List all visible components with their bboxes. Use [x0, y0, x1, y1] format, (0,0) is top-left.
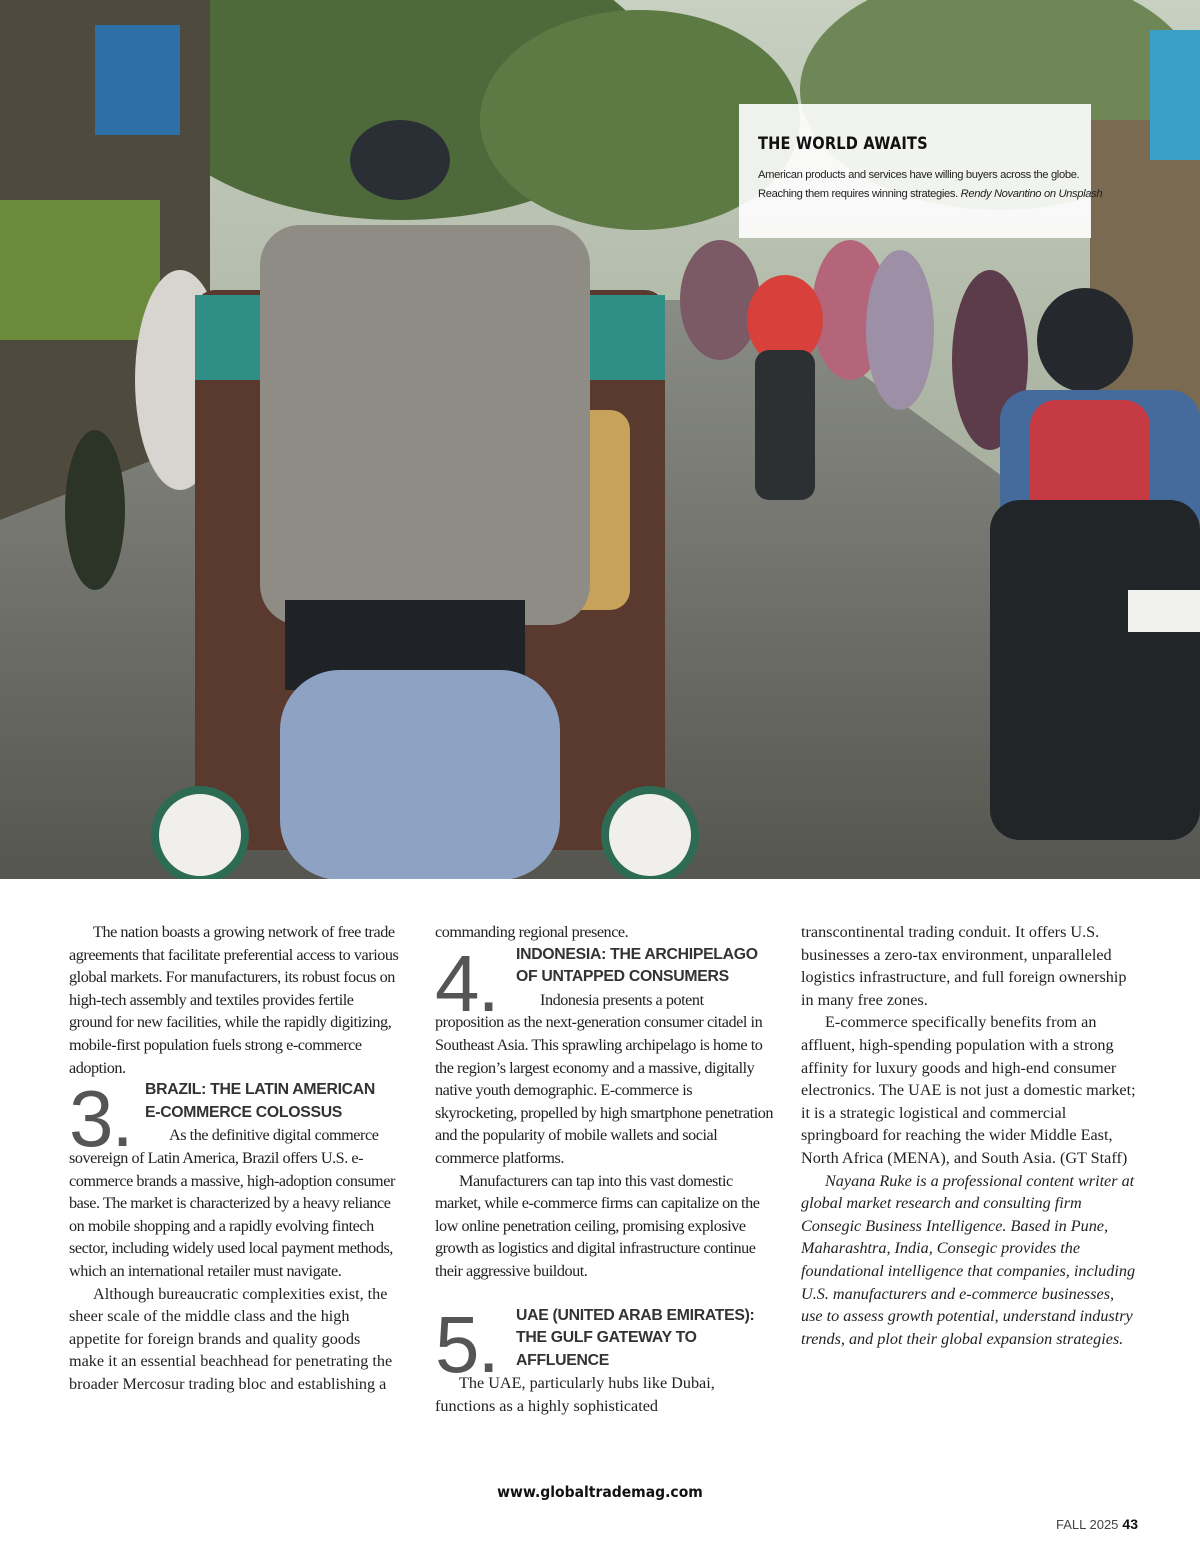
magazine-url: www.globaltrademag.com [497, 1483, 703, 1501]
author-bio: Nayana Ruke is a professional content writer at global market research and consulting firm Consegic Business Intelligence. Based in Pune, Maharashtra, India, Consegic provides the foundational intelligence that companies, including U.S. manufacturers and e-commerce businesses, use to assess growth potential, understand industry trends, and plot their global expansion strategies. [801, 1171, 1136, 1348]
section-5 [435, 1299, 775, 1418]
section-3 [69, 1074, 399, 1282]
caption-title: THE WORLD AWAITS [758, 134, 928, 154]
page-number: 43 [1122, 1516, 1138, 1532]
section-heading: UAE (UNITED ARAB EMIRATES): [516, 1306, 755, 1324]
photo-caption [739, 104, 1103, 238]
section-heading: OF UNTAPPED CONSUMERS [516, 968, 729, 986]
paragraph: The UAE, particularly hubs like Dubai, functions as a highly sophisticated [435, 1374, 715, 1415]
caption-line-2 [758, 185, 1103, 204]
paragraph: Indonesia presents a potent proposition as the next-generation consumer citadel in Southeast Asia. This sprawling archipelago is home to the region’s largest economy and a massive, digitally native youth demographic. E-commerce is skyrocketing, propelled by high smartphone penetration and the popularity of mobile wallets and social commerce platforms. [435, 990, 774, 1167]
paragraph: Although bureaucratic complexities exist, the sheer scale of the middle class and the high appetite for foreign brands and quality goods make it an essential beachhead for penetrating the broader Mercosur trading bloc and establishing a [69, 1284, 393, 1393]
section-heading: AFFLUENCE [516, 1351, 609, 1369]
text-column-1 [69, 921, 399, 1395]
photo-credit: Rendy Novantino on Unsplash [960, 188, 1103, 200]
paragraph: commanding regional presence. [435, 923, 629, 941]
paragraph: Manufacturers can tap into this vast domestic market, while e-commerce firms can capitalize on the low online penetration ceiling, promising explosive growth as logistics and digital infrastructure continue their aggressive buildout. [435, 1171, 760, 1280]
section-number: 5. [435, 1299, 498, 1389]
page-folio [1056, 1516, 1138, 1532]
section-4 [435, 938, 775, 1170]
paragraph: E-commerce specifically benefits from an affluent, high-spending population with a strong affinity for luxury goods and high-end consumer electronics. The UAE is not just a domestic market; it is a strategic logistical and commercial springboard for reaching the wider Middle East, North Africa (MENA), and South Asia. (GT Staff) [801, 1013, 1136, 1167]
caption-line-1: American products and services have willing buyers across the globe. [758, 169, 1080, 181]
section-heading: BRAZIL: THE LATIN AMERICAN [145, 1081, 376, 1099]
section-number: 3. [69, 1074, 132, 1164]
issue-label: FALL 2025 [1056, 1517, 1119, 1532]
text-column-2 [435, 921, 775, 1417]
section-number: 4. [435, 938, 498, 1028]
section-heading: E-COMMERCE COLOSSUS [145, 1103, 343, 1121]
caption-text [758, 166, 1103, 204]
section-heading: THE GULF GATEWAY TO [516, 1329, 697, 1347]
section-heading: INDONESIA: THE ARCHIPELAGO [516, 945, 758, 963]
text-column-3 [801, 921, 1137, 1350]
paragraph-text: As the definitive digital commerce sovereign of Latin America, Brazil offers U.S. e-commerce brands a massive, high-adoption consumer base. The market is characterized by a heavy reliance on mobile shopping and a rapidly evolving fintech sector, including widely used local payment methods, which an international retailer must navigate. [69, 1126, 395, 1280]
caption-line-2-text: Reaching them requires winning strategies. [758, 188, 961, 200]
paragraph: The nation boasts a growing network of free trade agreements that facilitate preferential access to various global markets. For manufacturers, its robust focus on high-tech assembly and textiles provides fertile ground for new facilities, while the rapidly digitizing, mobile-first population fuels strong e-commerce adoption. [69, 923, 399, 1077]
paragraph: transcontinental trading conduit. It offers U.S. businesses a zero-tax environment, unparalleled logistics infrastructure, and full foreign ownership in many free zones. [801, 923, 1127, 1009]
